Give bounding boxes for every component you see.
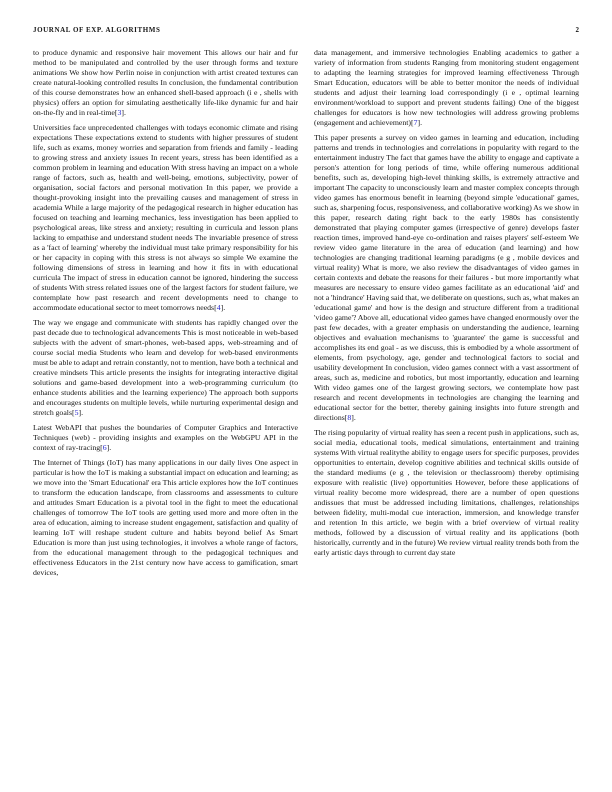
citation-link[interactable]: 4: [216, 303, 221, 312]
paragraph: This paper presents a survey on video games in learning and education, including patterns and trends in technologies and correlations in popularity with regard to the entertainment industry The fact that games have the ability to engage and captivate a person's attention for long periods of time, while offering numerous additional benefits, such as, developing high-level thinking skills, is extremely attractive and important The capacity to unconsciously learn and master complex concepts through video games has enormous benefit in learning (beyond simple 'educational' games, such as, sharpening focus, responsiveness, and collaborative working) As we show in this paper, research dating right back to the early 1980s has consistently demonstrated that playing computer games (irrespective of genre) develops faster reaction times, improved hand-eye co-ordination and raises players' self-esteem We review video game literature in the area of education (and learning) and how technologies are changing traditional learning paradigms (e g , mobile devices and virtual reality) What is more, we also review the disadvantages of video games in certain contexts and debate the reasons for their failures - but more importantly what measures are necessary to ensure video games facilitate as an educational 'aid' and not a 'hindrance' Having said that, we deliberate on questions, such as, what makes an 'educational game' and how is the design and structure different from a traditional 'video game'? Above all, educational video games have changed enormously over the past few decades, with a greater emphasis on understanding the audience, learning objectives and evaluation mechanisms to 'guarantee' the game is successful and accomplishes its end goal - as we discuss, this is embodied by a whole assortment of elements, from psychology, age, gender and technological factors to social and usability development In conclusion, video games connect with a vast assortment of areas, such as, medicine and robotics, but most importantly, education and learning With video games one of the largest growing sectors, we contemplate how past research and recent developments in technologies are changing the learning and educational sector for the better, thereby gaining insights into future strength and directions[8].: [314, 133, 579, 422]
paragraph-text: Latest WebAPI that pushes the boundaries of Computer Graphics and Interactive Techniques (web) - providing insights and examples on the WebGPU API in the context of ray-tracing: [33, 423, 298, 452]
journal-name: JOURNAL OF EXP. ALGORITHMS: [33, 26, 161, 34]
paragraph-text: to produce dynamic and responsive hair movement This allows our hair and fur method to be manipulated and controlled by the user through forms and texture animations We show how Perlin noise in conjunction with artist created textures can create natural-looking controlled results In conclusion, the fundamental contribution of this course demonstrates how an enhanced shell-based approach (i e , shells with physics) offers an option for simulating aesthetically life-like dynamic fur and hair on-the-fly and in real-time: [33, 48, 298, 117]
paragraph: Latest WebAPI that pushes the boundaries of Computer Graphics and Interactive Techniques (web) - providing insights and examples on the WebGPU API in the context of ray-tracing[6].: [33, 423, 298, 452]
paragraph-text: data management, and immersive technologies Enabling academics to gather a variety of information from students Ranging from monitoring student engagement to adapting the learning strategies for improved learning effectiveness Through Smart Education, educators will be able to better monitor the needs of individual students and adjust their learning load correspondingly (i e , optimal learning environment/workload to support and prevent students failing) One of the biggest challenges for educators is how new technologies will address growing problems (engagement and achievement): [314, 48, 579, 127]
page-number: 2: [575, 26, 579, 34]
paragraph: The way we engage and communicate with students has rapidly changed over the past decade due to technological advancements This is most noticeable in web-based subjects with the advent of smart-phones, web-based apps, web-streaming and of course social media Students who learn and develop for web-based environments must be able to adapt and retrain constantly, not to mention, have both a technical and creative mindsets This article presents the insights for integrating interactive digital solutions and game-based development into a web-programming curriculum (to enhance students abilities and the learning experience) The approach both supports and encourages students on multiple levels, while nurturing experimental design and stretch goals[5].: [33, 318, 298, 417]
paragraph-text: The Internet of Things (IoT) has many applications in our daily lives One aspect in particular is how the IoT is making a substantial impact on education and learning; as we move into the 'Smart Educational' era This article explores how the IoT continues to transform the education landscape, from classrooms and assessments to culture and attitudes Smart Education is a pivotal tool in the fight to meet the educational challenges of tomorrow The IoT tools are getting used more and more often in the area of education, aiming to increase student engagement, satisfaction and quality of learning IoT will reshape student culture and habits beyond belief As Smart Education is more than just using technologies, it involves a whole range of factors, from the educational management through to the pedagogical techniques and effectiveness Educators in the 21st century now have access to gamification, smart devices,: [33, 458, 298, 577]
paragraph-text: Universities face unprecedented challenges with todays economic climate and rising expectations These expectations extend to students with higher pressures of student life, such as exams, money worries and separation from friends and family - leading to growing stress and anxiety issues In recent years, stress has been identified as a common problem in learning and education With stress having an impact on a whole range of factors, such as, health and well-being, emotions, subjectivity, power of organisation, social factors and personal motivation In this paper, we provide a thought-provoking insight into the prevailing causes and management of stress in academia While a large majority of the pedagogical research in higher education has focused on teaching and learning mechanics, less investigation has been applied to psychological areas, like stress and anxiety; resulting in curricula and lesson plans lacking to empathise and understand student needs The invariable presence of stress as a 'fact of learning' whereby the individual must take primary responsibility for his or her capacity in coping with this stress is not always so simple We examine the following dimensions of stress in learning and how it fits in with educational curricula The impact of stress in education cannot be ignored, hindering the success of students With stress related issues one of the largest factors for student failure, we contemplate how past research and recent developments need to change to accommodate educational sector to meet tomorrows needs: [33, 123, 298, 312]
paragraph: [314, 428, 579, 558]
paragraph-text: This paper presents a survey on video games in learning and education, including patterns and trends in technologies and correlations in popularity with regard to the entertainment industry The fact that games have the ability to engage and captivate a person's attention for long periods of time, while offering numerous additional benefits, such as, developing high-level thinking skills, is extremely attractive and important The capacity to unconsciously learn and master complex concepts through video games has enormous benefit in learning (beyond simple 'educational' games, such as, sharpening focus, responsiveness, and collaborative working) As we show in this paper, research dating right back to the early 1980s has consistently demonstrated that playing computer games (irrespective of genre) develops faster reaction times, improved hand-eye co-ordination and raises players' self-esteem We review video game literature in the area of education (and learning) and how technologies are changing traditional learning paradigms (e g , mobile devices and virtual reality) What is more, we also review the disadvantages of video games in certain contexts and debate the reasons for their failures - but more importantly what measures are necessary to ensure video games facilitate as an educational 'aid' and not a 'hindrance' Having said that, we deliberate on questions, such as, what makes an 'educational game' and how is the design and structure different from a traditional 'video game'? Above all, educational video games have changed enormously over the past few decades, with a greater emphasis on understanding the audience, learning objectives and evaluation mechanisms to 'guarantee' the game is successful and accomplishes its end goal - as we discuss, this is embodied by a whole assortment of elements, from psychology, age, gender and technological factors to social and usability development In conclusion, video games connect with a vast assortment of areas, such as, medicine and robotics, but most importantly, education and learning With video games one of the largest growing sectors, we contemplate how past research and recent developments in technologies are changing the learning and educational sector for the better, thereby gaining insights into future strength and directions: [314, 133, 579, 422]
citation-link[interactable]: 3: [117, 108, 122, 117]
paragraph-text: The rising popularity of virtual reality has seen a recent push in applications, such as, social media, educational tools, medical simulations, entertainment and training systems With virtual realitythe ability to engage users for specific purposes, provides opportunities to entertain, develop cognitive abilities and technical skills outside of the standard mediums (e g , the television or theclassroom) thereby optimising exposure with realistic (live) opportunities However, before these applications of virtual reality become more widespread, there are a number of open questions andissues that must be addressed including limitations, challenges, relationships between fidelity, multi-modal cue interaction, immersion, and knowledge transfer and retention In this article, we begin with a brief overview of virtual reality methods, followed by a discussion of virtual reality and its applications (both historically, currently and in the future) We review virtual reality trends both from the early artistic days through to current day state: [314, 428, 579, 557]
paragraph: Universities face unprecedented challenges with todays economic climate and rising expectations These expectations extend to students with higher pressures of student life, such as exams, money worries and separation from friends and family - leading to growing stress and anxiety issues In recent years, stress has been identified as a common problem in learning and education With stress having an impact on a whole range of factors, such as, health and well-being, emotions, subjectivity, power of organisation, social factors and personal motivation In this paper, we provide a thought-provoking insight into the prevailing causes and management of stress in academia While a large majority of the pedagogical research in higher education has focused on teaching and learning mechanics, less investigation has been applied to psychological areas, like stress and anxiety; resulting in curricula and lesson plans lacking to empathise and understand student needs The invariable presence of stress as a 'fact of learning' whereby the individual must take primary responsibility for his or her capacity in coping with this stress is not always so simple We examine the following dimensions of stress in learning and how it fits in with educational curricula The impact of stress in education cannot be ignored, hindering the success of students With stress related issues one of the largest factors for student failure, we contemplate how past research and recent developments need to change to accommodate educational sector to meet tomorrows needs[4].: [33, 123, 298, 312]
column-left: [33, 48, 298, 583]
citation-link[interactable]: 8: [347, 413, 352, 422]
citation-link[interactable]: 7: [413, 118, 418, 127]
page-header: [33, 26, 579, 34]
page-body: [33, 48, 579, 583]
paragraph: [33, 458, 298, 578]
paragraph-text: The way we engage and communicate with students has rapidly changed over the past decade due to technological advancements This is most noticeable in web-based subjects with the advent of smart-phones, web-based apps, web-streaming and of course social media Students who learn and develop for web-based environments must be able to adapt and retrain constantly, not to mention, have both a technical and creative mindsets This article presents the insights for integrating interactive digital solutions and game-based development into a web-programming curriculum (to enhance students abilities and the learning experience) The approach both supports and encourages students on multiple levels, while nurturing experimental design and stretch goals: [33, 318, 298, 417]
column-right: [314, 48, 579, 583]
paragraph: data management, and immersive technologies Enabling academics to gather a variety of information from students Ranging from monitoring student engagement to adapting the learning strategies for improved learning effectiveness Through Smart Education, educators will be able to better monitor the needs of individual students and adjust their learning load correspondingly (i e , optimal learning environment/workload to support and prevent students failing) One of the biggest challenges for educators is how new technologies will address growing problems (engagement and achievement)[7].: [314, 48, 579, 127]
paragraph: to produce dynamic and responsive hair movement This allows our hair and fur method to be manipulated and controlled by the user through forms and texture animations We show how Perlin noise in conjunction with artist created textures can create natural-looking controlled results In conclusion, the fundamental contribution of this course demonstrates how an enhanced shell-based approach (i e , shells with physics) offers an option for simulating aesthetically life-like dynamic fur and hair on-the-fly and in real-time[3].: [33, 48, 298, 117]
citation-link[interactable]: 6: [102, 443, 107, 452]
citation-link[interactable]: 5: [74, 408, 79, 417]
